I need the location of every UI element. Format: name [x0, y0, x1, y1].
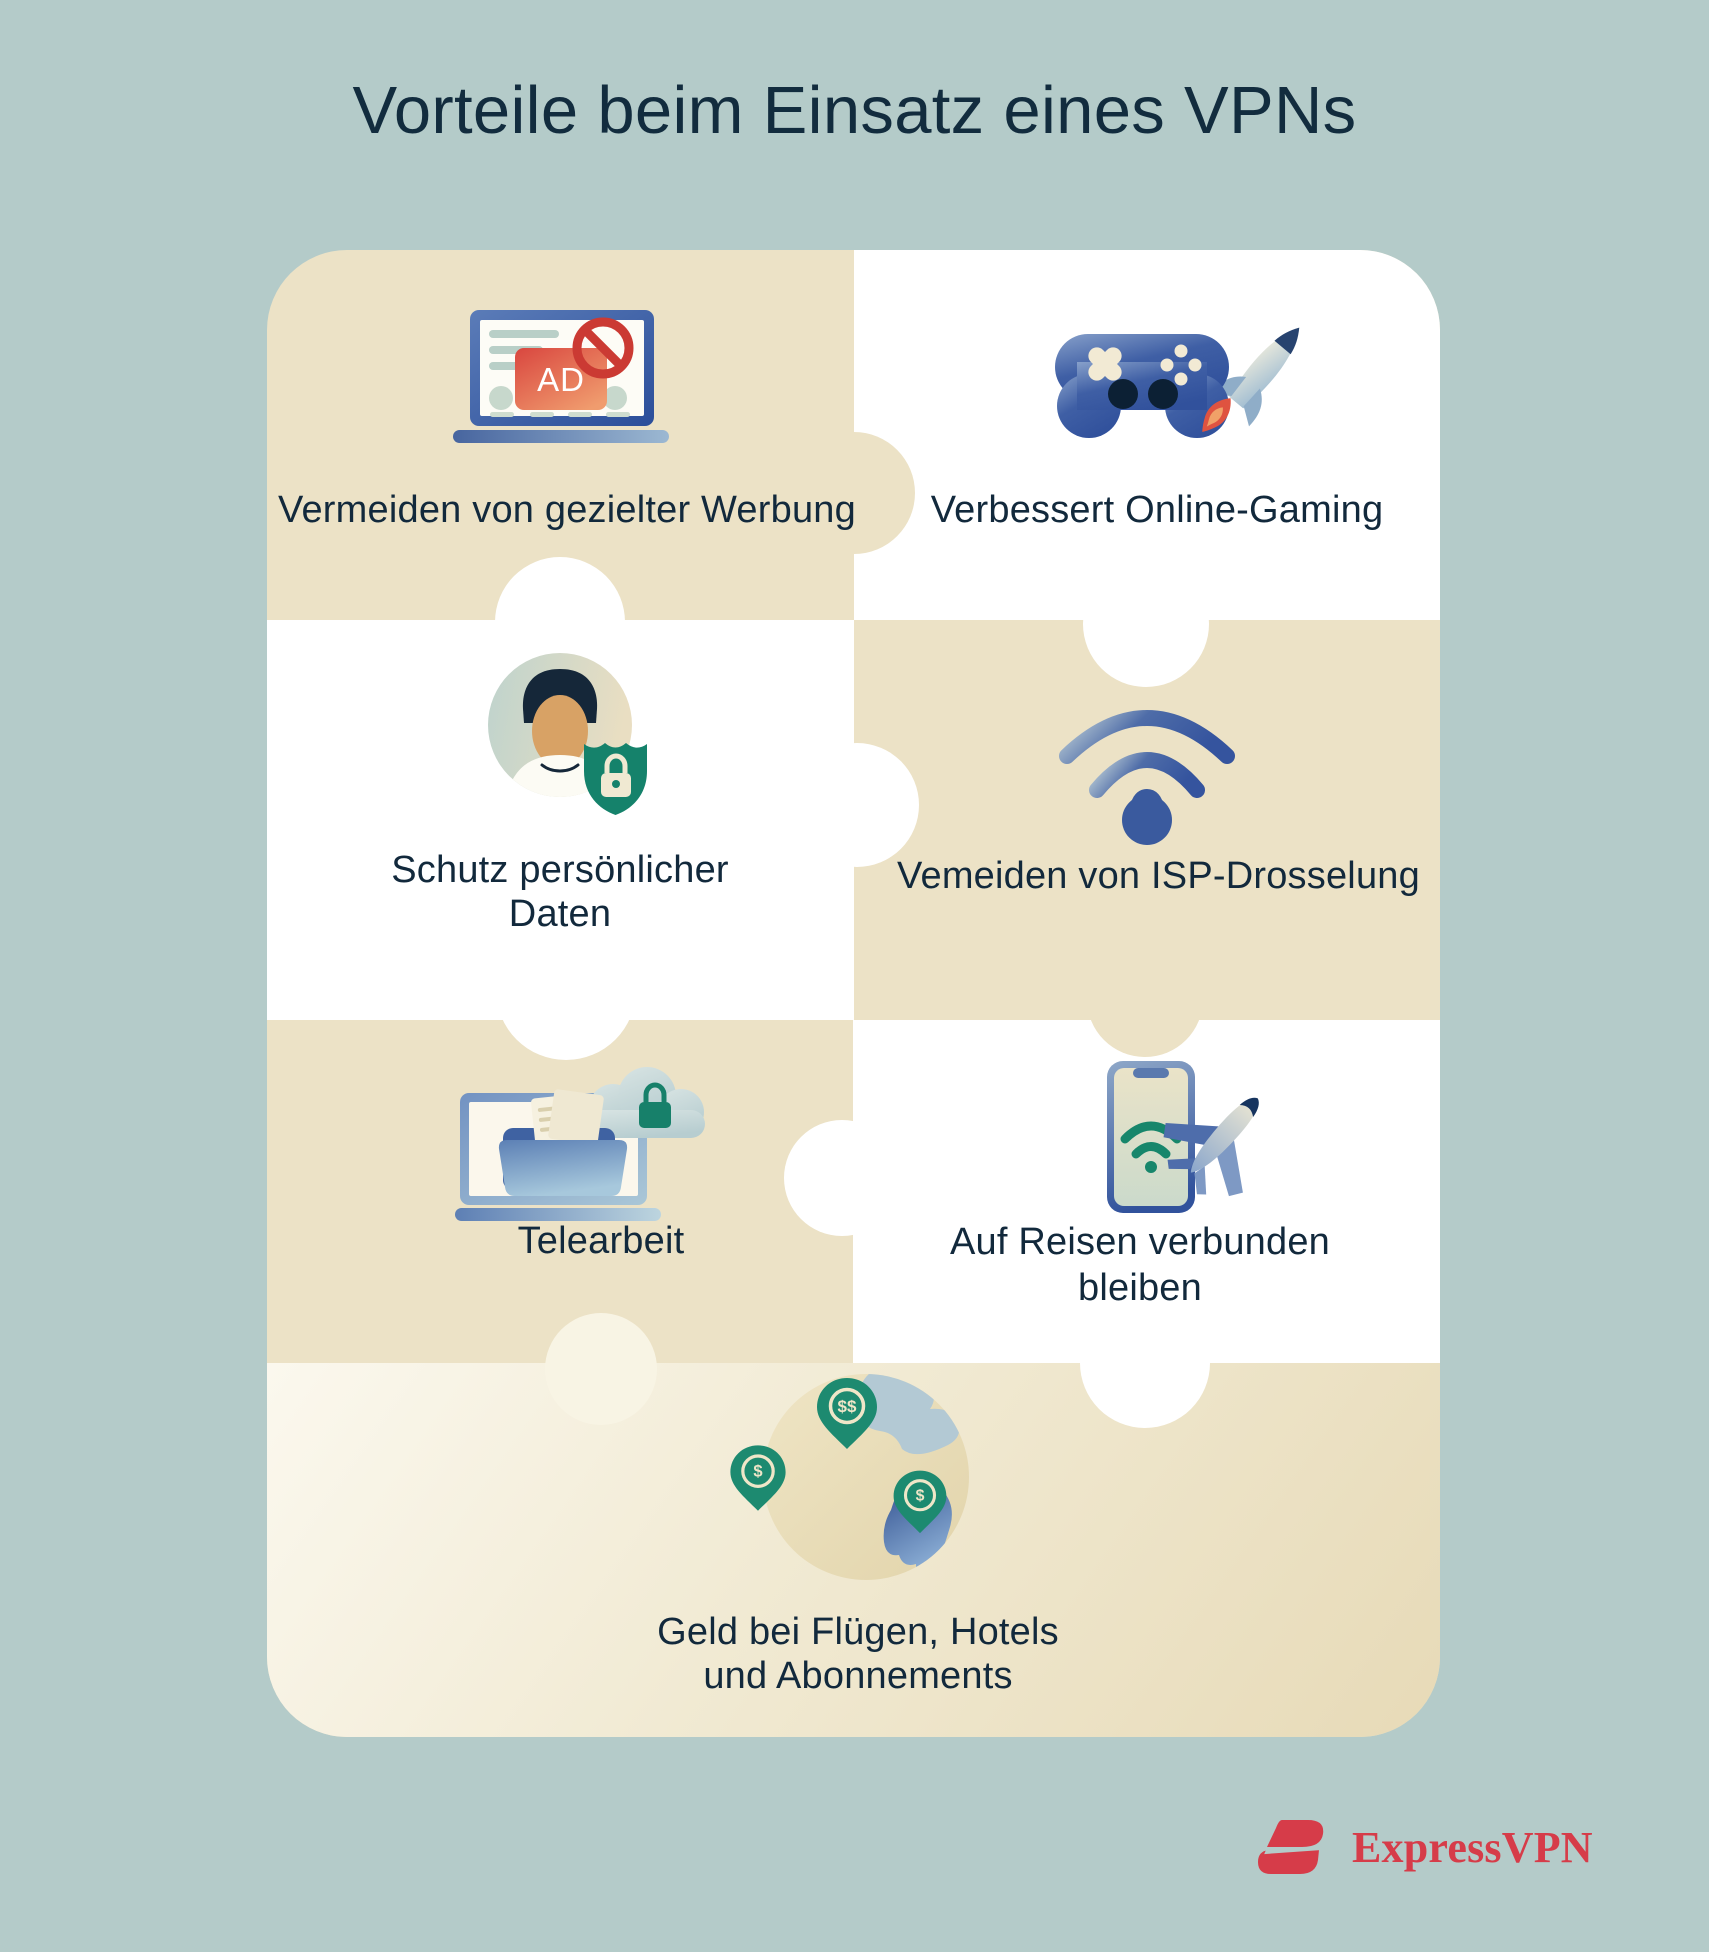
puzzle-knob — [496, 920, 636, 1060]
pin-label: $ — [915, 1487, 925, 1505]
puzzle-knob — [795, 743, 919, 867]
expressvpn-logomark-icon — [1258, 1818, 1330, 1876]
brand-logo — [1258, 1818, 1593, 1876]
person-shield-lock-icon — [472, 647, 672, 827]
laptop-cloud-lock-icon — [455, 1056, 717, 1224]
puzzle-card — [267, 250, 1440, 1737]
cloud-lock-icon — [589, 1067, 705, 1138]
label-ads: Vermeiden von gezielter Werbung — [278, 489, 856, 531]
ad-blocker-laptop-icon — [453, 306, 669, 456]
puzzle-knob — [1083, 561, 1209, 687]
label-savings — [608, 1610, 1108, 1698]
label-travel — [890, 1219, 1390, 1311]
label-line: Auf Reisen verbunden — [949, 1221, 1331, 1263]
ad-badge-label: AD — [537, 361, 585, 398]
puzzle-knob — [1087, 941, 1203, 1057]
brand-name: ExpressVPN — [1352, 1822, 1593, 1872]
game-controller-rocket-icon — [1047, 312, 1305, 467]
label-line: bleiben — [1078, 1267, 1202, 1309]
label-line: Daten — [508, 893, 612, 935]
label-isp: Vemeiden von ISP-Drosselung — [897, 855, 1420, 897]
lock-icon — [1122, 793, 1172, 845]
label-line: und Abonnements — [703, 1655, 1013, 1697]
pin-label: $ — [753, 1461, 763, 1481]
label-telework: Telearbeit — [517, 1220, 685, 1262]
phone-wifi-airplane-icon — [1097, 1055, 1283, 1225]
label-personal-data — [310, 848, 810, 936]
page-title: Vorteile beim Einsatz eines VPNs — [352, 73, 1357, 148]
label-line: Schutz persönlicher — [391, 849, 729, 891]
puzzle-knob — [545, 1313, 657, 1425]
pin-label: $$ — [837, 1397, 857, 1416]
globe-price-pins-icon — [722, 1345, 992, 1613]
controller-body — [1055, 334, 1229, 438]
shield-lock-icon — [584, 743, 647, 815]
label-line: Geld bei Flügen, Hotels — [657, 1611, 1059, 1653]
wifi-lock-icon — [1057, 692, 1237, 850]
puzzle-knob — [1080, 1298, 1210, 1428]
label-gaming: Verbessert Online-Gaming — [930, 489, 1384, 531]
